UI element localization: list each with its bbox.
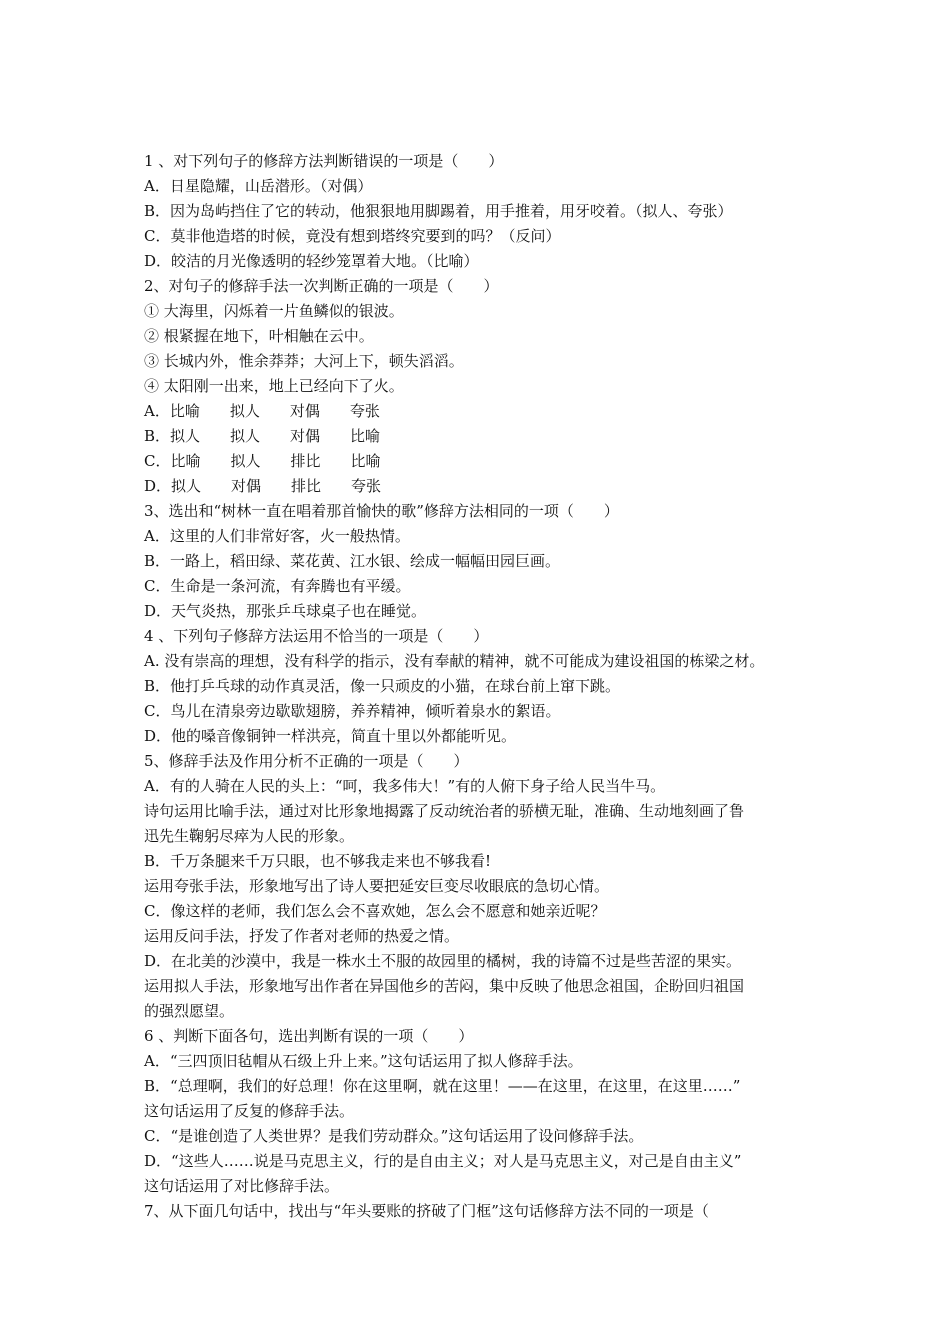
q5-option-c-analysis: 运用反问手法，抒发了作者对老师的热爱之情。 [144, 927, 460, 945]
q6-stem: 6 、判断下面各句，选出判断有误的一项（ ） [144, 1027, 474, 1045]
q3-option-d: D．天气炎热，那张乒乓球桌子也在睡觉。 [144, 602, 427, 620]
q2-sentence-3: ③ 长城内外，惟余莽莽；大河上下，顿失滔滔。 [144, 352, 464, 370]
q5-option-a-analysis-cont: 迅先生鞠躬尽瘁为人民的形象。 [144, 827, 355, 845]
q4-option-d: D．他的嗓音像铜钟一样洪亮，简直十里以外都能听见。 [144, 727, 517, 745]
q5-option-d-analysis: 运用拟人手法，形象地写出作者在异国他乡的苦闷，集中反映了他思念祖国，企盼回归祖国 [144, 977, 745, 995]
q5-option-d: D．在北美的沙漠中，我是一株水土不服的故园里的橘树，我的诗篇不过是些苦涩的果实。 [144, 952, 742, 970]
q2-sentence-4: ④ 太阳刚一出来，地上已经向下了火。 [144, 377, 404, 395]
q1-stem: 1 、对下列句子的修辞方法判断错误的一项是（ ） [144, 152, 504, 170]
q4-option-a: A. 没有崇高的理想，没有科学的指示，没有奉献的精神，就不可能成为建设祖国的栋梁之材。 [144, 652, 765, 670]
q3-option-b: B．一路上，稻田绿、菜花黄、江水银、绘成一幅幅田园巨画。 [144, 552, 561, 570]
q3-option-a: A．这里的人们非常好客，火一般热情。 [144, 527, 410, 545]
document-body [144, 149, 834, 1224]
q5-option-b-analysis: 运用夸张手法，形象地写出了诗人要把延安巨变尽收眼底的急切心情。 [144, 877, 610, 895]
q2-stem: 2、对句子的修辞手法一次判断正确的一项是（ ） [144, 277, 499, 295]
q5-stem: 5、修辞手法及作用分析不正确的一项是（ ） [144, 752, 469, 770]
q5-option-b: B．千万条腿来千万只眼，也不够我走来也不够我看! [144, 852, 492, 870]
q7-stem: 7、从下面几句话中，找出与“年头要账的挤破了门框”这句话修辞方法不同的一项是（ [144, 1202, 709, 1220]
q2-sentence-1: ① 大海里，闪烁着一片鱼鳞似的银波。 [144, 302, 404, 320]
q5-option-d-analysis-cont: 的强烈愿望。 [144, 1002, 235, 1020]
q1-option-d: D．皎洁的月光像透明的轻纱笼罩着大地。（比喻） [144, 252, 479, 270]
q4-option-c: C．鸟儿在清泉旁边歇歇翅膀，养养精神，倾听着泉水的絮语。 [144, 702, 561, 720]
q3-stem: 3、选出和“树林一直在唱着那首愉快的歌”修辞方法相同的一项（ ） [144, 502, 619, 520]
q2-sentence-2: ② 根紧握在地下，叶相触在云中。 [144, 327, 374, 345]
q2-option-b: B．拟人 拟人 对偶 比喻 [144, 427, 381, 445]
q4-stem: 4 、下列句子修辞方法运用不恰当的一项是（ ） [144, 627, 489, 645]
q6-option-b: B．“总理啊，我们的好总理！你在这里啊，就在这里！——在这里，在这里，在这里……” [144, 1077, 741, 1095]
q2-option-a: A．比喻 拟人 对偶 夸张 [144, 402, 380, 420]
q6-option-b-cont: 这句话运用了反复的修辞手法。 [144, 1102, 355, 1120]
q6-option-a: A．“三四顶旧毡帽从石级上升上来。”这句话运用了拟人修辞手法。 [144, 1052, 583, 1070]
q5-option-c: C．像这样的老师，我们怎么会不喜欢她，怎么会不愿意和她亲近呢？ [144, 902, 606, 920]
q1-option-b: B．因为岛屿挡住了它的转动，他狠狠地用脚踢着，用手推着，用牙咬着。（拟人、夸张） [144, 202, 733, 220]
q5-option-a-analysis: 诗句运用比喻手法，通过对比形象地揭露了反动统治者的骄横无耻，准确、生动地刻画了鲁 [144, 802, 745, 820]
q1-option-c: C．莫非他造塔的时候，竟没有想到塔终究要到的吗？（反问） [144, 227, 561, 245]
q3-option-c: C．生命是一条河流，有奔腾也有平缓。 [144, 577, 411, 595]
q6-option-c: C．“是谁创造了人类世界？是我们劳动群众。”这句话运用了设问修辞手法。 [144, 1127, 644, 1145]
q1-option-a: A．日星隐耀，山岳潜形。（对偶） [144, 177, 373, 195]
q4-option-b: B．他打乒乓球的动作真灵活，像一只顽皮的小猫，在球台前上窜下跳。 [144, 677, 621, 695]
q6-option-d: D．“这些人……说是马克思主义，行的是自由主义；对人是马克思主义，对己是自由主义” [144, 1152, 742, 1170]
q2-option-c: C．比喻 拟人 排比 比喻 [144, 452, 381, 470]
q2-option-d: D．拟人 对偶 排比 夸张 [144, 477, 382, 495]
q5-option-a: A．有的人骑在人民的头上：“呵，我多伟大！”有的人俯下身子给人民当牛马。 [144, 777, 666, 795]
q6-option-d-cont: 这句话运用了对比修辞手法。 [144, 1177, 340, 1195]
